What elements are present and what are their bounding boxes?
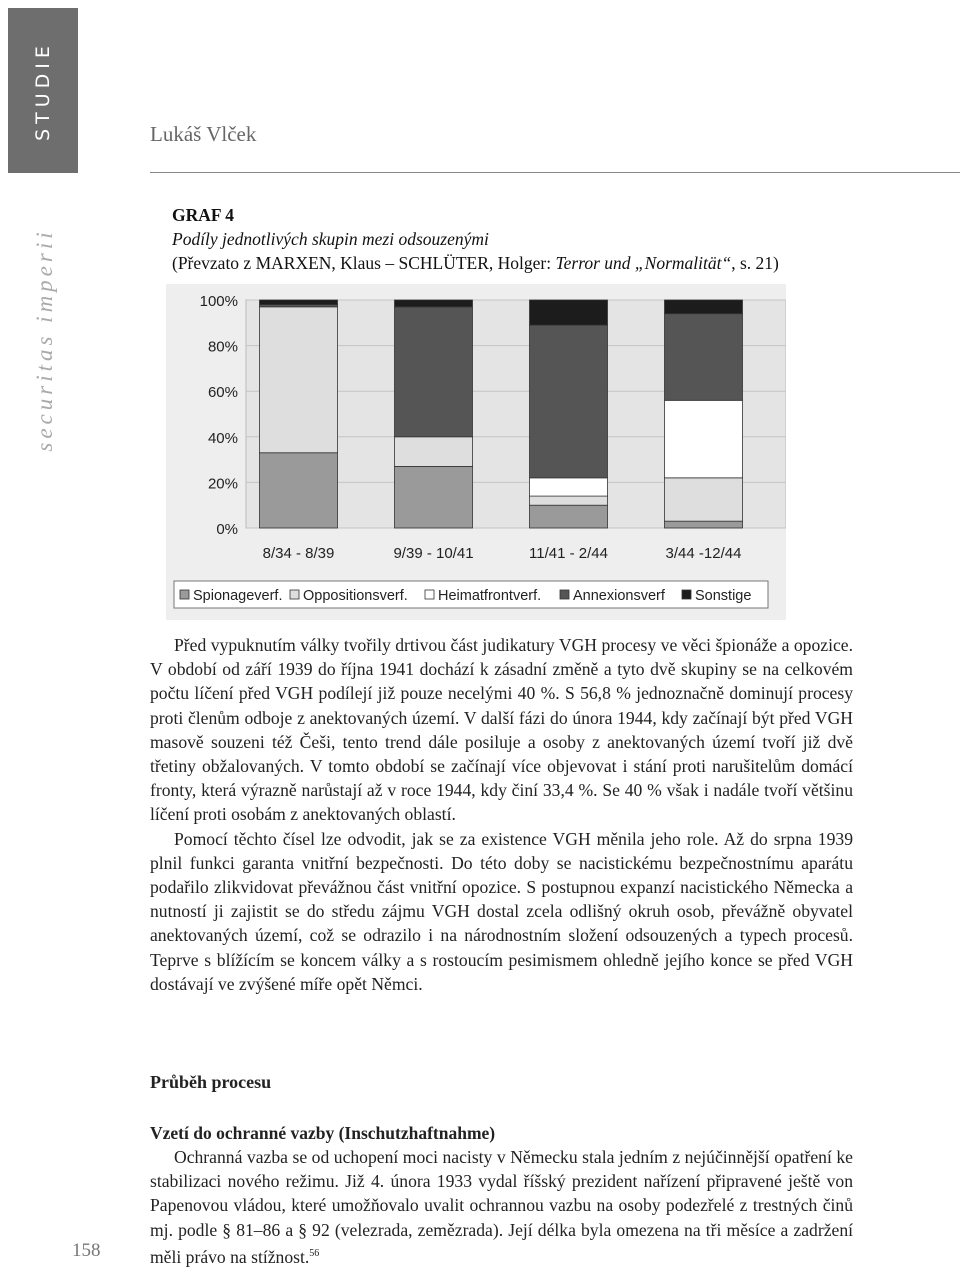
y-tick-label: 100% [199,293,238,310]
bar-segment [395,437,473,467]
x-tick-label: 11/41 - 2/44 [529,545,608,562]
section-heading: Průběh procesu [150,1072,272,1092]
figure-source [172,251,872,275]
figure-number: GRAF 4 [172,205,235,225]
bar-segment [665,521,743,528]
bar-segment [395,466,473,528]
y-tick-label: 80% [207,338,238,356]
figure-caption [172,203,872,275]
legend-label: Oppositionsverf. [303,588,408,604]
bar-segment [395,300,473,307]
bar-segment [665,314,743,401]
bar-segment [530,325,608,478]
y-tick-label: 20% [207,475,238,493]
body-text-2 [150,1145,853,1269]
legend-swatch [180,590,189,599]
x-tick-label: 8/34 - 8/39 [262,545,335,562]
bar-segment [395,307,473,437]
bar-segment [530,505,608,528]
bar-segment [260,300,338,305]
x-tick-label: 9/39 - 10/41 [393,545,474,562]
bar-segment [530,496,608,505]
paragraph-2: Pomocí těchto čísel lze odvodit, jak se za existence VGH měnila jeho role. Až do srpna 1939 plnil funkci garanta vnitřní bezpečnosti. Do této doby se nacistickému bezpečnostnímu aparátu podařilo zlikvidovat převážnou část vnitřní opozice. S postupnou expanzí nacistického Německa a nutností ji zajistit se do středu zájmu VGH dostal zcela odlišný okruh osob, převážně obyvatel anektovaných území, což se odrazilo i na národnostním složení odsouzených a typech procesů. Teprve s blížícím se koncem války a s rostoucím pesimismem ohledně jejího konce se před VGH dostávají ve zvýšené míře opět Němci. [150,828,853,994]
stacked-bar-chart [166,284,786,620]
legend-swatch [425,590,434,599]
figure-source-suffix: , s. 21) [731,253,779,273]
x-tick-label: 3/44 -12/44 [665,545,742,562]
header-divider [150,172,960,173]
legend-label: Sonstige [695,588,752,604]
bar-segment [260,307,338,453]
journal-title [20,195,70,485]
paragraph-3-text: Ochranná vazba se od uchopení moci nacisty v Německu stala jedním z nejúčinnější opatření ke stabilizaci nového režimu. Již 4. února 1933 vydal říšský prezident nařízení připravené ještě von Papenovou vládou, které umožňovalo uvalit ochrannou vazbu na osoby podezřelé z trestných činů mj. podle § 81–86 a § 92 (velezrada, zemězrada). Její délka byla omezena na tři měsíce a zadržení měli právo na stížnost. [150,1147,853,1267]
figure-source-prefix: (Převzato z MARXEN, Klaus – SCHLÜTER, Holger: [172,253,556,273]
subsection-heading: Vzetí do ochranné vazby (Inschutzhaftnahme) [150,1123,496,1143]
y-tick-label: 0% [216,521,238,538]
legend-label: Heimatfrontverf. [438,588,542,604]
paragraph-1: Před vypuknutím války tvořily drtivou část judikatury VGH procesy ve věci špionáže a opozice. V období od září 1939 do října 1941 dochází k zásadní změně a tyto dvě skupiny se na celkovém počtu líčení před VGH podílejí již pouze necelými 40 %. S 56,8 % jednoznačně dominují procesy proti členům odboje z anektovaných území. V další fázi do února 1944, kdy začínají být před VGH masově souzeni též Češi, tento trend dále posiluje a osoby z anektovaných území tvoří již dvě třetiny obžalovaných. V tomto období se začínají více objevovat i stání proti narušitelům domácí fronty, která výrazně narůstají až v roce 1944, kdy činí 33,4 %. Se 40 % však i nadále tvoří většinu líčení proti osobám z anektovaných oblastí. [150,635,853,825]
section-tab [8,8,78,173]
bar-segment [260,453,338,528]
page-number: 158 [72,1240,101,1261]
y-tick-label: 40% [207,429,238,447]
figure-source-title: Terror und „Normalität“ [555,253,732,273]
bar-segment [530,478,608,496]
legend-swatch [682,590,691,599]
y-tick-label: 60% [207,384,238,402]
bar-segment [665,300,743,314]
figure-subtitle: Podíly jednotlivých skupin mezi odsouzenými [172,229,489,249]
legend-label: Annexionsverf [573,588,665,604]
legend-label: Spionageverf. [193,588,283,604]
legend-swatch [290,590,299,599]
footnote-ref: 56 [309,1247,320,1259]
bar-segment [665,400,743,478]
legend-swatch [560,590,569,599]
author-name: Lukáš Vlček [150,122,257,146]
journal-title-label: securitas imperii [32,228,57,452]
chart-svg [166,284,786,620]
section-tab-label: STUDIE [32,40,54,141]
bar-segment [530,300,608,325]
body-text [150,633,853,996]
bar-segment [665,478,743,521]
paragraph-3 [150,1145,853,1269]
